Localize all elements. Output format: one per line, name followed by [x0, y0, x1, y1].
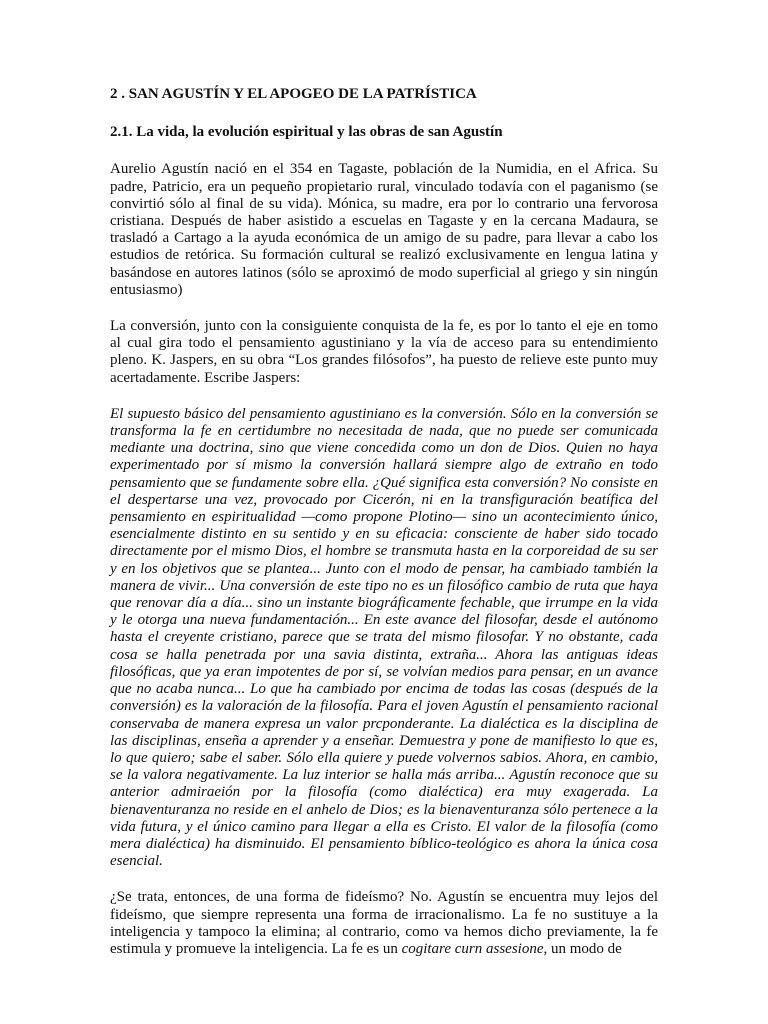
document-page — [110, 86, 658, 977]
paragraph-conversion: La conversión, junto con la consiguiente conquista de la fe, es por lo tanto el eje en tomo al cual gira todo el pensamiento agustiniano y la vía de acceso para su entendimiento pleno. K. Jaspers, en su obra “Los grandes filósofos”, ha puesto de relieve este punto muy acertadamente. Escribe Jaspers: — [110, 318, 658, 386]
paragraph-fideism-latin-term: cogitare curn assesione — [401, 940, 544, 957]
paragraph-fideism-tail: , un modo de — [543, 940, 622, 957]
jaspers-quote: El supuesto básico del pensamiento agustiniano es la conversión. Sólo en la conversión se transforma la fe en certidumbre no necesitada de nada, que no puede ser comunicada mediante una doctrina, sino que viene concedida como un don de Dios. Quien no haya experimentado por sí mismo la conversión hallará siempre algo de extraño en todo pensamiento que se fundamente sobre ella. ¿Qué significa esta conversión? No consiste en el despertarse una vez, provocado por Cicerón, ni en la transfiguración beatífica del pensamiento en espiritualidad —como propone Plotino— sino un acontecimiento único, esencialmente distinto en su sentido y en su eficacia: consciente de haber sido tocado directamente por el mismo Dios, el hombre se transmuta hasta en la corporeidad de su ser y en los objetivos que se plantea... Junto con el modo de pensar, ha cambiado también la manera de vivir... Una conversión de este tipo no es un filosófico cambio de ruta que haya que renovar día a día... sino un instante biográficamente fechable, que irrumpe en la vida y le otorga una nueva fundamentación... En este avance del filosofar, desde el autónomo hasta el creyente cristiano, parece que se trata del mismo filosofar. Y no obstante, cada cosa se halla penetrada por una savia distinta, extraña... Ahora las antiguas ideas filosóficas, que ya eran impotentes de por sí, se volvían medios para pensar, en un avance que no acaba nunca... Lo que ha cambiado por encima de todas las cosas (después de la conversión) es la valoración de la filosofía. Para el joven Agustín el pensamiento racional conservaba de manera expresa un valor prcponderante. La dialéctica es la disciplina de las disciplinas, enseña a aprender y a enseñar. Demuestra y pone de manifiesto lo que es, lo que quiero; sabe el saber. Sólo ella quiere y puede volvernos sabios. Ahora, en cambio, se la valora negativamente. La luz interior se halla más arriba... Agustín reconoce que su anterior admiraeión por la filosofía (como dialéctica) era muy exagerada. La bienaventuranza no reside en el anhelo de Dios; es la bienaventuranza sólo pertenece a la vida futura, y el único camino para llegar a ella es Cristo. El valor de la filosofía (como mera dialéctica) ha disminuido. El pensamiento bíblico-teológico es ahora la única cosa esencial. — [110, 405, 658, 870]
paragraph-fideism — [110, 889, 658, 958]
section-title: 2 . SAN AGUSTÍN Y EL APOGEO DE LA PATRÍSTICA — [110, 86, 477, 102]
subsection-title: 2.1. La vida, la evolución espiritual y las obras de san Agustín — [110, 124, 503, 141]
paragraph-biography: Aurelio Agustín nació en el 354 en Tagaste, población de la Numidia, en el Africa. Su padre, Patricio, era un pequeño propietario rural, vinculado todavía con el paganismo (se convirtió sólo al final de su vida). Mónica, su madre, era por lo contrario una fervorosa cristiana. Después de haber asistido a escuelas en Tagaste y en la cercana Madaura, se trasladó a Cartago a la ayuda económica de un amigo de su padre, para llevar a cabo los estudios de retórica. Su formación cultural se realizó exclusivamente en lengua latina y basándose en autores latinos (sólo se aproximó de modo superficial al griego y sin ningún entusiasmo) — [110, 161, 658, 298]
paragraph-fideism-text: ¿Se trata, entonces, de una forma de fideísmo? No. Agustín se encuentra muy lejos del fideísmo, que siempre representa una forma de irracionalismo. La fe no sustituye a la inteligencia y tampoco la elimina; al contrario, como va hemos dicho previamente, la fe estimula y promueve la inteligencia. La fe es un — [110, 889, 658, 957]
